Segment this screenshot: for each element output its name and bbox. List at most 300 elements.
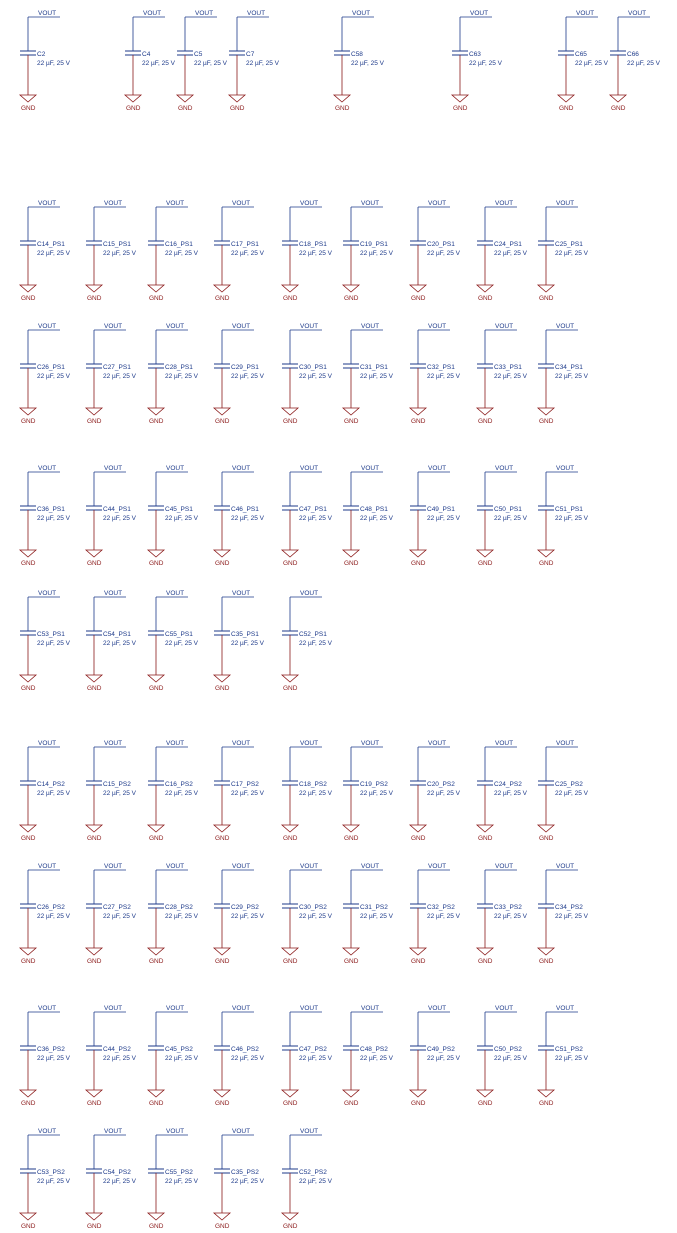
capacitor bbox=[538, 200, 589, 302]
vout-label: VOUT bbox=[38, 465, 57, 472]
capacitor bbox=[558, 10, 609, 112]
ground-icon bbox=[214, 408, 230, 415]
vout-label: VOUT bbox=[428, 863, 447, 870]
capacitor-value: 22 µF, 25 V bbox=[299, 250, 333, 257]
capacitor-value: 22 µF, 25 V bbox=[494, 515, 528, 522]
capacitor-ref: C36_PS2 bbox=[37, 1046, 65, 1053]
capacitor bbox=[282, 1005, 333, 1107]
gnd-label: GND bbox=[126, 105, 141, 112]
capacitor-ref: C2 bbox=[37, 51, 46, 58]
vout-label: VOUT bbox=[556, 323, 575, 330]
gnd-label: GND bbox=[344, 958, 359, 965]
capacitor-ref: C55_PS2 bbox=[165, 1169, 193, 1176]
ground-icon bbox=[86, 408, 102, 415]
capacitor bbox=[20, 323, 71, 425]
capacitor-value: 22 µF, 25 V bbox=[555, 250, 589, 257]
capacitor-ref: C54_PS1 bbox=[103, 631, 131, 638]
capacitor bbox=[86, 740, 137, 842]
capacitor-value: 22 µF, 25 V bbox=[103, 913, 137, 920]
gnd-label: GND bbox=[149, 1223, 164, 1230]
capacitor-value: 22 µF, 25 V bbox=[231, 790, 265, 797]
gnd-label: GND bbox=[87, 835, 102, 842]
gnd-label: GND bbox=[335, 105, 350, 112]
capacitor-ref: C45_PS1 bbox=[165, 506, 193, 513]
capacitor-ref: C29_PS1 bbox=[231, 364, 259, 371]
capacitor-value: 22 µF, 25 V bbox=[555, 373, 589, 380]
gnd-label: GND bbox=[539, 295, 554, 302]
vout-label: VOUT bbox=[495, 740, 514, 747]
ground-icon bbox=[86, 675, 102, 682]
capacitor bbox=[20, 740, 71, 842]
capacitor-value: 22 µF, 25 V bbox=[165, 640, 199, 647]
gnd-label: GND bbox=[215, 560, 230, 567]
gnd-label: GND bbox=[21, 685, 36, 692]
gnd-label: GND bbox=[478, 560, 493, 567]
capacitor bbox=[214, 863, 265, 965]
capacitor bbox=[343, 323, 394, 425]
capacitor-ref: C27_PS1 bbox=[103, 364, 131, 371]
vout-label: VOUT bbox=[556, 465, 575, 472]
gnd-label: GND bbox=[539, 958, 554, 965]
ground-icon bbox=[148, 1090, 164, 1097]
capacitor-value: 22 µF, 25 V bbox=[360, 790, 394, 797]
capacitor bbox=[477, 1005, 528, 1107]
capacitor-value: 22 µF, 25 V bbox=[37, 373, 71, 380]
capacitor bbox=[125, 10, 176, 112]
capacitor-value: 22 µF, 25 V bbox=[246, 60, 280, 67]
capacitor-value: 22 µF, 25 V bbox=[299, 790, 333, 797]
capacitor-ref: C45_PS2 bbox=[165, 1046, 193, 1053]
gnd-label: GND bbox=[149, 835, 164, 842]
capacitor-ref: C14_PS2 bbox=[37, 781, 65, 788]
capacitor bbox=[86, 590, 137, 692]
vout-label: VOUT bbox=[495, 1005, 514, 1012]
ground-icon bbox=[477, 825, 493, 832]
capacitor-value: 22 µF, 25 V bbox=[165, 1055, 199, 1062]
capacitor-ref: C32_PS1 bbox=[427, 364, 455, 371]
vout-label: VOUT bbox=[470, 10, 489, 17]
vout-label: VOUT bbox=[495, 863, 514, 870]
gnd-label: GND bbox=[283, 560, 298, 567]
capacitor-ref: C19_PS2 bbox=[360, 781, 388, 788]
vout-label: VOUT bbox=[38, 863, 57, 870]
capacitor bbox=[282, 465, 333, 567]
capacitor-ref: C52_PS2 bbox=[299, 1169, 327, 1176]
capacitor bbox=[538, 465, 589, 567]
ground-icon bbox=[282, 285, 298, 292]
ground-icon bbox=[282, 1090, 298, 1097]
capacitor-ref: C30_PS1 bbox=[299, 364, 327, 371]
capacitor bbox=[86, 863, 137, 965]
vout-label: VOUT bbox=[361, 740, 380, 747]
vout-label: VOUT bbox=[300, 863, 319, 870]
vout-label: VOUT bbox=[495, 200, 514, 207]
capacitor bbox=[20, 1005, 71, 1107]
capacitor-value: 22 µF, 25 V bbox=[627, 60, 661, 67]
gnd-label: GND bbox=[411, 1100, 426, 1107]
capacitor-value: 22 µF, 25 V bbox=[555, 1055, 589, 1062]
capacitor bbox=[343, 465, 394, 567]
ground-icon bbox=[148, 675, 164, 682]
vout-label: VOUT bbox=[143, 10, 162, 17]
capacitor-ref: C31_PS1 bbox=[360, 364, 388, 371]
capacitor bbox=[86, 323, 137, 425]
vout-label: VOUT bbox=[352, 10, 371, 17]
gnd-label: GND bbox=[539, 835, 554, 842]
gnd-label: GND bbox=[411, 958, 426, 965]
capacitor bbox=[282, 590, 333, 692]
vout-label: VOUT bbox=[104, 1005, 123, 1012]
vout-label: VOUT bbox=[556, 863, 575, 870]
ground-icon bbox=[20, 95, 36, 102]
capacitor-ref: C18_PS1 bbox=[299, 241, 327, 248]
capacitor-ref: C65 bbox=[575, 51, 587, 58]
gnd-label: GND bbox=[283, 1100, 298, 1107]
gnd-label: GND bbox=[283, 685, 298, 692]
ground-icon bbox=[343, 1090, 359, 1097]
vout-label: VOUT bbox=[232, 200, 251, 207]
gnd-label: GND bbox=[215, 685, 230, 692]
vout-label: VOUT bbox=[104, 590, 123, 597]
capacitor bbox=[538, 740, 589, 842]
capacitor bbox=[214, 200, 265, 302]
capacitor bbox=[343, 863, 394, 965]
capacitor-ref: C32_PS2 bbox=[427, 904, 455, 911]
vout-label: VOUT bbox=[104, 200, 123, 207]
capacitor-ref: C35_PS2 bbox=[231, 1169, 259, 1176]
capacitor-ref: C47_PS1 bbox=[299, 506, 327, 513]
vout-label: VOUT bbox=[428, 1005, 447, 1012]
capacitor-value: 22 µF, 25 V bbox=[299, 515, 333, 522]
gnd-label: GND bbox=[21, 835, 36, 842]
ground-icon bbox=[452, 95, 468, 102]
capacitor-ref: C35_PS1 bbox=[231, 631, 259, 638]
capacitor-value: 22 µF, 25 V bbox=[427, 1055, 461, 1062]
gnd-label: GND bbox=[149, 295, 164, 302]
capacitor bbox=[214, 465, 265, 567]
gnd-label: GND bbox=[149, 1100, 164, 1107]
ground-icon bbox=[538, 1090, 554, 1097]
capacitor-value: 22 µF, 25 V bbox=[351, 60, 385, 67]
capacitor-value: 22 µF, 25 V bbox=[575, 60, 609, 67]
capacitor-ref: C55_PS1 bbox=[165, 631, 193, 638]
capacitor bbox=[20, 200, 71, 302]
ground-icon bbox=[20, 1213, 36, 1220]
vout-label: VOUT bbox=[166, 200, 185, 207]
vout-label: VOUT bbox=[300, 1005, 319, 1012]
capacitor-ref: C36_PS1 bbox=[37, 506, 65, 513]
capacitor-value: 22 µF, 25 V bbox=[427, 790, 461, 797]
gnd-label: GND bbox=[478, 418, 493, 425]
vout-label: VOUT bbox=[232, 323, 251, 330]
vout-label: VOUT bbox=[38, 1005, 57, 1012]
capacitor-value: 22 µF, 25 V bbox=[37, 913, 71, 920]
capacitor-value: 22 µF, 25 V bbox=[494, 250, 528, 257]
capacitor-ref: C34_PS2 bbox=[555, 904, 583, 911]
capacitor-ref: C31_PS2 bbox=[360, 904, 388, 911]
capacitor bbox=[538, 863, 589, 965]
ground-icon bbox=[410, 285, 426, 292]
capacitor-ref: C33_PS1 bbox=[494, 364, 522, 371]
ground-icon bbox=[20, 675, 36, 682]
vout-label: VOUT bbox=[104, 323, 123, 330]
gnd-label: GND bbox=[178, 105, 193, 112]
capacitor-ref: C53_PS1 bbox=[37, 631, 65, 638]
ground-icon bbox=[148, 285, 164, 292]
capacitor-ref: C24_PS1 bbox=[494, 241, 522, 248]
capacitor-value: 22 µF, 25 V bbox=[103, 1055, 137, 1062]
gnd-label: GND bbox=[21, 295, 36, 302]
gnd-label: GND bbox=[283, 835, 298, 842]
capacitor bbox=[410, 863, 461, 965]
capacitor-ref: C47_PS2 bbox=[299, 1046, 327, 1053]
capacitor bbox=[20, 10, 71, 112]
ground-icon bbox=[282, 550, 298, 557]
gnd-label: GND bbox=[539, 418, 554, 425]
gnd-label: GND bbox=[21, 958, 36, 965]
vout-label: VOUT bbox=[166, 323, 185, 330]
capacitor-ref: C25_PS1 bbox=[555, 241, 583, 248]
vout-label: VOUT bbox=[300, 740, 319, 747]
capacitor bbox=[282, 1128, 333, 1230]
capacitor-value: 22 µF, 25 V bbox=[494, 1055, 528, 1062]
capacitor-ref: C51_PS2 bbox=[555, 1046, 583, 1053]
ground-icon bbox=[214, 825, 230, 832]
vout-label: VOUT bbox=[166, 863, 185, 870]
capacitor bbox=[86, 465, 137, 567]
ground-icon bbox=[410, 408, 426, 415]
vout-label: VOUT bbox=[166, 1128, 185, 1135]
vout-label: VOUT bbox=[195, 10, 214, 17]
capacitor-value: 22 µF, 25 V bbox=[231, 1178, 265, 1185]
capacitor-ref: C26_PS2 bbox=[37, 904, 65, 911]
ground-icon bbox=[20, 825, 36, 832]
capacitor bbox=[214, 590, 265, 692]
ground-icon bbox=[214, 285, 230, 292]
gnd-label: GND bbox=[344, 560, 359, 567]
gnd-label: GND bbox=[344, 835, 359, 842]
capacitor-ref: C29_PS2 bbox=[231, 904, 259, 911]
gnd-label: GND bbox=[411, 560, 426, 567]
ground-icon bbox=[214, 1090, 230, 1097]
capacitor-ref: C50_PS1 bbox=[494, 506, 522, 513]
gnd-label: GND bbox=[411, 295, 426, 302]
ground-icon bbox=[282, 408, 298, 415]
ground-icon bbox=[410, 1090, 426, 1097]
vout-label: VOUT bbox=[38, 740, 57, 747]
ground-icon bbox=[148, 948, 164, 955]
ground-icon bbox=[343, 825, 359, 832]
capacitor-value: 22 µF, 25 V bbox=[555, 515, 589, 522]
ground-icon bbox=[86, 825, 102, 832]
capacitor bbox=[343, 1005, 394, 1107]
capacitor bbox=[334, 10, 385, 112]
gnd-label: GND bbox=[344, 418, 359, 425]
capacitor-value: 22 µF, 25 V bbox=[231, 250, 265, 257]
capacitor-ref: C5 bbox=[194, 51, 203, 58]
gnd-label: GND bbox=[283, 418, 298, 425]
vout-label: VOUT bbox=[428, 465, 447, 472]
gnd-label: GND bbox=[21, 560, 36, 567]
capacitor-value: 22 µF, 25 V bbox=[360, 373, 394, 380]
capacitor-value: 22 µF, 25 V bbox=[360, 515, 394, 522]
ground-icon bbox=[282, 825, 298, 832]
ground-icon bbox=[148, 825, 164, 832]
capacitor-value: 22 µF, 25 V bbox=[360, 1055, 394, 1062]
gnd-label: GND bbox=[149, 418, 164, 425]
gnd-label: GND bbox=[87, 1223, 102, 1230]
gnd-label: GND bbox=[215, 835, 230, 842]
capacitor-value: 22 µF, 25 V bbox=[103, 640, 137, 647]
capacitor bbox=[610, 10, 661, 112]
gnd-label: GND bbox=[559, 105, 574, 112]
capacitor bbox=[214, 1005, 265, 1107]
capacitor-value: 22 µF, 25 V bbox=[231, 1055, 265, 1062]
capacitor bbox=[20, 590, 71, 692]
gnd-label: GND bbox=[344, 295, 359, 302]
gnd-label: GND bbox=[478, 295, 493, 302]
vout-label: VOUT bbox=[104, 863, 123, 870]
capacitor-ref: C48_PS2 bbox=[360, 1046, 388, 1053]
capacitor bbox=[410, 740, 461, 842]
capacitor bbox=[410, 323, 461, 425]
vout-label: VOUT bbox=[38, 590, 57, 597]
gnd-label: GND bbox=[344, 1100, 359, 1107]
ground-icon bbox=[343, 285, 359, 292]
ground-icon bbox=[282, 948, 298, 955]
vout-label: VOUT bbox=[361, 323, 380, 330]
vout-label: VOUT bbox=[428, 740, 447, 747]
capacitor-value: 22 µF, 25 V bbox=[299, 1178, 333, 1185]
vout-label: VOUT bbox=[428, 200, 447, 207]
ground-icon bbox=[343, 550, 359, 557]
vout-label: VOUT bbox=[166, 740, 185, 747]
vout-label: VOUT bbox=[38, 200, 57, 207]
capacitor-value: 22 µF, 25 V bbox=[165, 913, 199, 920]
capacitor-value: 22 µF, 25 V bbox=[494, 913, 528, 920]
vout-label: VOUT bbox=[232, 1005, 251, 1012]
capacitor-value: 22 µF, 25 V bbox=[165, 1178, 199, 1185]
capacitor bbox=[86, 1128, 137, 1230]
capacitor-value: 22 µF, 25 V bbox=[165, 790, 199, 797]
capacitor-ref: C28_PS2 bbox=[165, 904, 193, 911]
ground-icon bbox=[20, 408, 36, 415]
gnd-label: GND bbox=[21, 105, 36, 112]
gnd-label: GND bbox=[149, 560, 164, 567]
vout-label: VOUT bbox=[104, 1128, 123, 1135]
capacitor bbox=[148, 590, 199, 692]
vout-label: VOUT bbox=[495, 465, 514, 472]
vout-label: VOUT bbox=[556, 1005, 575, 1012]
capacitor-value: 22 µF, 25 V bbox=[299, 913, 333, 920]
vout-label: VOUT bbox=[361, 465, 380, 472]
capacitor bbox=[343, 200, 394, 302]
capacitor bbox=[214, 323, 265, 425]
gnd-label: GND bbox=[611, 105, 626, 112]
capacitor-ref: C46_PS1 bbox=[231, 506, 259, 513]
capacitor-value: 22 µF, 25 V bbox=[427, 373, 461, 380]
capacitor bbox=[148, 1005, 199, 1107]
ground-icon bbox=[538, 408, 554, 415]
capacitor-ref: C44_PS1 bbox=[103, 506, 131, 513]
capacitor-ref: C48_PS1 bbox=[360, 506, 388, 513]
ground-icon bbox=[125, 95, 141, 102]
gnd-label: GND bbox=[149, 958, 164, 965]
vout-label: VOUT bbox=[361, 200, 380, 207]
capacitor bbox=[177, 10, 228, 112]
capacitor-ref: C17_PS1 bbox=[231, 241, 259, 248]
gnd-label: GND bbox=[87, 958, 102, 965]
capacitor bbox=[20, 1128, 71, 1230]
vout-label: VOUT bbox=[300, 590, 319, 597]
capacitor-value: 22 µF, 25 V bbox=[103, 1178, 137, 1185]
capacitor bbox=[477, 200, 528, 302]
capacitor-ref: C25_PS2 bbox=[555, 781, 583, 788]
gnd-label: GND bbox=[283, 295, 298, 302]
capacitor-value: 22 µF, 25 V bbox=[165, 373, 199, 380]
capacitor-ref: C66 bbox=[627, 51, 639, 58]
ground-icon bbox=[214, 948, 230, 955]
ground-icon bbox=[538, 948, 554, 955]
capacitor-ref: C19_PS1 bbox=[360, 241, 388, 248]
capacitor-value: 22 µF, 25 V bbox=[231, 373, 265, 380]
capacitor bbox=[148, 1128, 199, 1230]
ground-icon bbox=[20, 550, 36, 557]
ground-icon bbox=[282, 675, 298, 682]
vout-label: VOUT bbox=[166, 590, 185, 597]
capacitor bbox=[148, 465, 199, 567]
ground-icon bbox=[477, 408, 493, 415]
capacitor-value: 22 µF, 25 V bbox=[37, 60, 71, 67]
ground-icon bbox=[86, 285, 102, 292]
gnd-label: GND bbox=[230, 105, 245, 112]
capacitor bbox=[214, 740, 265, 842]
vout-label: VOUT bbox=[361, 863, 380, 870]
capacitor-ref: C24_PS2 bbox=[494, 781, 522, 788]
vout-label: VOUT bbox=[232, 465, 251, 472]
capacitor-value: 22 µF, 25 V bbox=[231, 515, 265, 522]
capacitor bbox=[20, 465, 71, 567]
ground-icon bbox=[148, 550, 164, 557]
capacitor-ref: C50_PS2 bbox=[494, 1046, 522, 1053]
vout-label: VOUT bbox=[232, 863, 251, 870]
gnd-label: GND bbox=[478, 835, 493, 842]
capacitor-ref: C7 bbox=[246, 51, 255, 58]
capacitor bbox=[538, 323, 589, 425]
ground-icon bbox=[148, 1213, 164, 1220]
vout-label: VOUT bbox=[232, 1128, 251, 1135]
vout-label: VOUT bbox=[38, 1128, 57, 1135]
ground-icon bbox=[20, 285, 36, 292]
gnd-label: GND bbox=[149, 685, 164, 692]
ground-icon bbox=[20, 1090, 36, 1097]
capacitor-ref: C33_PS2 bbox=[494, 904, 522, 911]
capacitor bbox=[86, 200, 137, 302]
ground-icon bbox=[86, 948, 102, 955]
capacitor-ref: C54_PS2 bbox=[103, 1169, 131, 1176]
capacitor-value: 22 µF, 25 V bbox=[142, 60, 176, 67]
capacitor-value: 22 µF, 25 V bbox=[37, 1178, 71, 1185]
gnd-label: GND bbox=[21, 1223, 36, 1230]
capacitor-ref: C49_PS2 bbox=[427, 1046, 455, 1053]
capacitor bbox=[410, 465, 461, 567]
vout-label: VOUT bbox=[166, 465, 185, 472]
capacitor-value: 22 µF, 25 V bbox=[494, 790, 528, 797]
capacitor-ref: C49_PS1 bbox=[427, 506, 455, 513]
gnd-label: GND bbox=[87, 295, 102, 302]
capacitor-value: 22 µF, 25 V bbox=[469, 60, 503, 67]
capacitor-ref: C18_PS2 bbox=[299, 781, 327, 788]
